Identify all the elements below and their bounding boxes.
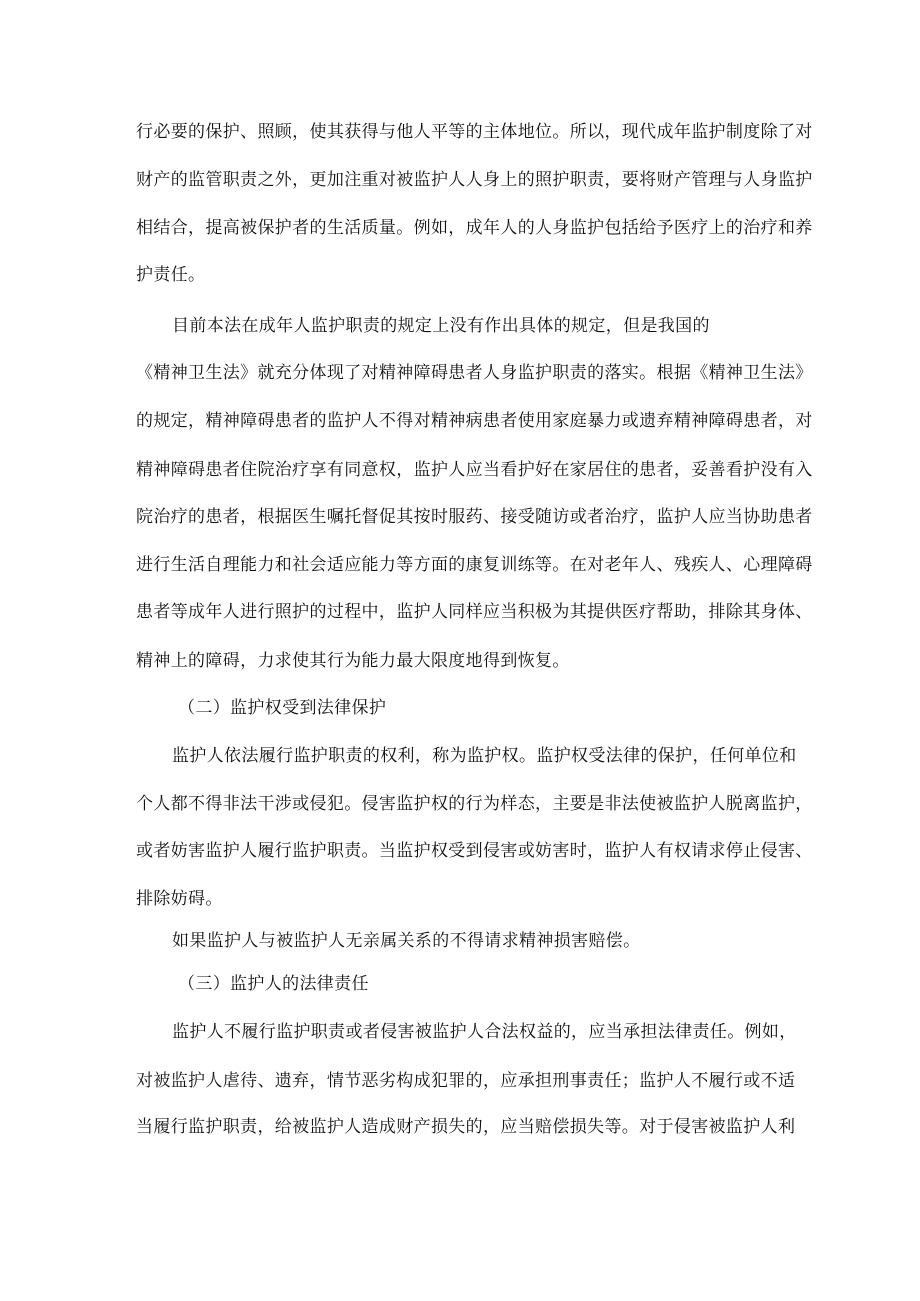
text-line: 监护人依法履行监护职责的权利，称为监护权。监护权受法律的保护，任何单位和: [172, 746, 797, 766]
text-line: 精神上的障碍，力求使其行为能力最大限度地得到恢复。: [136, 651, 570, 671]
section-heading: （二）监护权受到法律保护: [178, 698, 387, 718]
text-line: 个人都不得非法干涉或侵犯。侵害监护权的行为样态，主要是非法使被监护人脱离监护，: [136, 794, 813, 814]
text-line: 护责任。: [136, 265, 206, 285]
text-line: 当履行监护职责，给被监护人造成财产损失的，应当赔偿损失等。对于侵害被监护人利: [136, 1117, 796, 1137]
text-line: 监护人不履行监护职责或者侵害被监护人合法权益的，应当承担法律责任。例如，: [172, 1022, 797, 1042]
text-line: 患者等成年人进行照护的过程中，监护人同样应当积极为其提供医疗帮助，排除其身体、: [136, 602, 813, 622]
text-line: 或者妨害监护人履行监护职责。当监护权受到侵害或妨害时，监护人有权请求停止侵害、: [136, 841, 813, 861]
text-line: 目前本法在成年人监护职责的规定上没有作出具体的规定，但是我国的: [172, 316, 710, 336]
text-line: 排除妨碍。: [136, 889, 223, 909]
text-line: 行必要的保护、照顾，使其获得与他人平等的主体地位。所以，现代成年监护制度除了对: [136, 122, 813, 142]
text-line: 如果监护人与被监护人无亲属关系的不得请求精神损害赔偿。: [172, 931, 641, 951]
text-line: 精神障碍患者住院治疗享有同意权，监护人应当看护好在家居住的患者，妥善看护没有入: [136, 460, 813, 480]
text-line: 对被监护人虐待、遗弃，情节恶劣构成犯罪的，应承担刑事责任；监护人不履行或不适: [136, 1071, 796, 1091]
section-heading: （三）监护人的法律责任: [178, 974, 369, 994]
text-line: 进行生活自理能力和社会适应能力等方面的康复训练等。在对老年人、残疾人、心理障碍: [136, 555, 813, 575]
text-line: 的规定，精神障碍患者的监护人不得对精神病患者使用家庭暴力或遗弃精神障碍患者，对: [136, 411, 813, 431]
text-line: 院治疗的患者，根据医生嘱托督促其按时服药、接受随访或者治疗，监护人应当协助患者: [136, 507, 813, 527]
text-line: 相结合，提高被保护者的生活质量。例如，成年人的人身监护包括给予医疗上的治疗和养: [136, 218, 813, 238]
text-line: 财产的监管职责之外，更加注重对被监护人人身上的照护职责，要将财产管理与人身监护: [136, 170, 813, 190]
text-line: 《精神卫生法》就充分体现了对精神障碍患者人身监护职责的落实。根据《精神卫生法》: [136, 363, 813, 383]
